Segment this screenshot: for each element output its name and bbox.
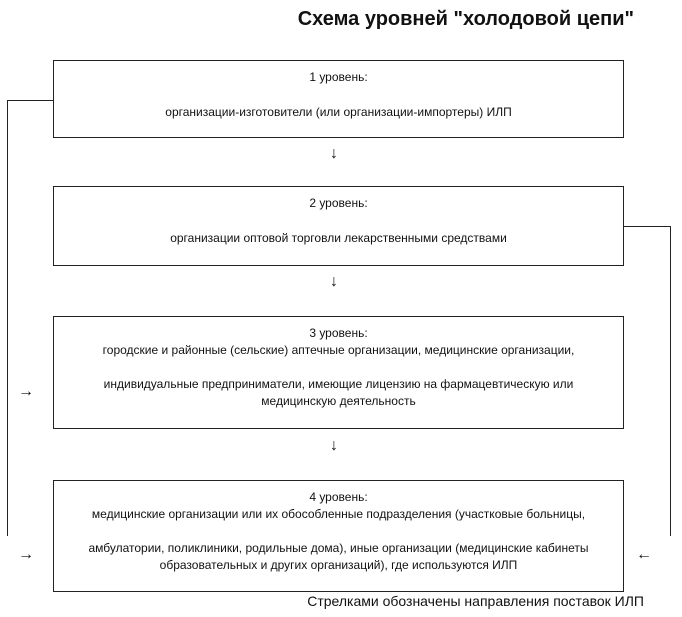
level-4-label: 4 уровень: [309, 490, 368, 504]
level-1-box [53, 60, 624, 138]
right-connector-horizontal [624, 226, 671, 227]
level-3-label: 3 уровень: [309, 326, 368, 340]
level-3-text-line-3: медицинскую деятельность [261, 394, 416, 408]
level-3-box [53, 316, 624, 429]
level-1-text: организации-изготовители (или организации-импортеры) ИЛП [165, 105, 512, 119]
footnote: Стрелками обозначены направления поставок ИЛП [307, 593, 644, 609]
level-1-label: 1 уровень: [309, 70, 368, 84]
right-connector-vertical [670, 226, 671, 536]
level-4-box [53, 480, 624, 592]
level-4-text-line-1: медицинские организации или их обособленные подразделения (участковые больницы, [91, 507, 586, 521]
level-4-text-line-3: образовательных и других организаций), где используются ИЛП [159, 558, 518, 572]
left-connector-horizontal [7, 100, 53, 101]
level-3-text-line-2: индивидуальные предприниматели, имеющие лицензию на фармацевтическую или [103, 377, 574, 391]
level-2-text: организации оптовой торговли лекарственными средствами [170, 231, 507, 245]
left-arrow-to-level-4: ← [636, 546, 652, 563]
level-2-label: 2 уровень: [309, 196, 368, 210]
level-3-text-line-1: городские и районные (сельские) аптечные организации, медицинские организации, [102, 343, 575, 357]
down-arrow-2-3: ↓ [330, 273, 338, 290]
left-connector-vertical [7, 100, 8, 536]
down-arrow-3-4: ↓ [330, 437, 338, 454]
right-arrow-to-level-3: → [18, 383, 34, 400]
diagram-title: Схема уровней "холодовой цепи" [297, 8, 634, 30]
down-arrow-1-2: ↓ [330, 145, 338, 162]
level-2-box [53, 186, 624, 266]
right-arrow-to-level-4: → [18, 546, 34, 563]
level-4-text-line-2: амбулатории, поликлиники, родильные дома), иные организации (медицинские кабинеты [88, 541, 589, 555]
